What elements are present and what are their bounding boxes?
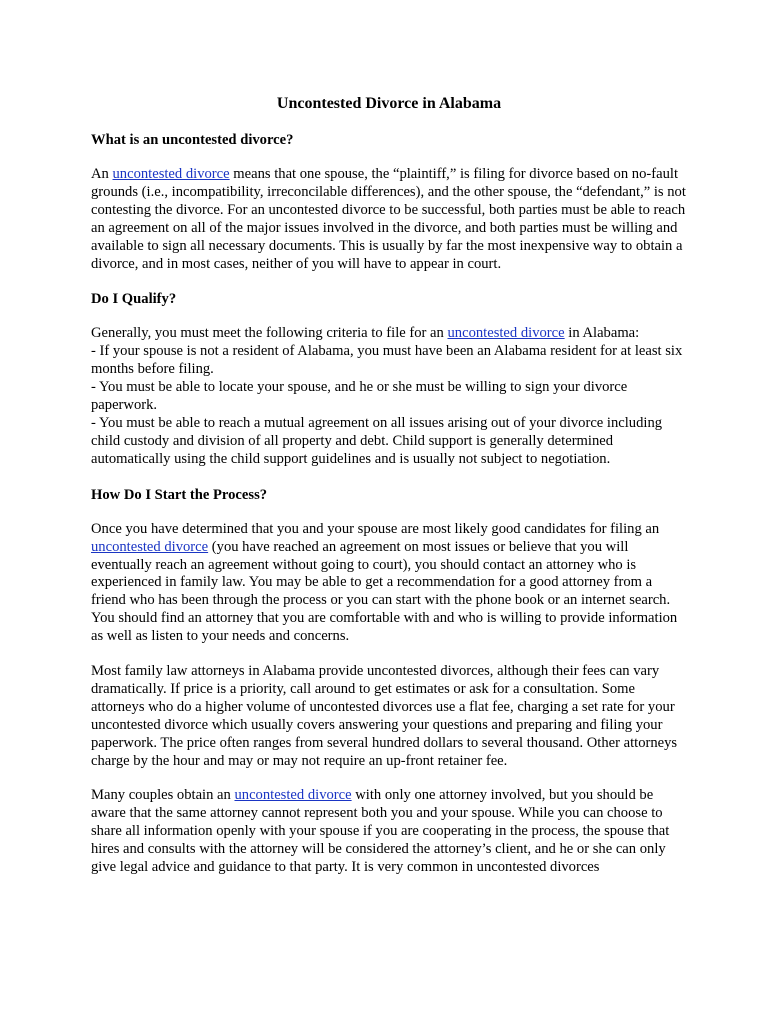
paragraph-text: An [91,166,109,182]
uncontested-divorce-link-1[interactable]: uncontested divorce [112,166,230,182]
uncontested-divorce-link-3[interactable]: uncontested divorce [91,538,209,555]
paragraph-qualify [91,325,687,468]
qualify-item-3: - You must be able to reach a mutual agreement on all issues arising out of your divorce including child custody and division of all property and debt. Child support is generally determined automatically using the child support guidelines and is usually not subject to negotiation. [91,414,663,467]
uncontested-divorce-link-2[interactable]: uncontested divorce [447,325,565,342]
paragraph-text: means that one spouse, the “plaintiff,” is filing for divorce based on no-fault grounds (i.e., incompatibility, irreconcilable differences), and the other spouse, the “defendant,” is not contesting the divorce. For an uncontested divorce to be successful, both parties must be able to reach an agreement on all of the major issues involved in the divorce, and both parties must be willing and available to sign all necessary documents. This is usually by far the most inexpensive way to obtain a divorce, and in most cases, neither of you will have to appear in court. [91,166,686,272]
paragraph-start-3 [91,787,687,877]
paragraph-text: Generally, you must meet the following criteria to file for an [91,325,444,342]
paragraph-text: with only one attorney involved, but you should be aware that the same attorney cannot represent both you and your spouse. While you can choose to share all information openly with your spouse if you are cooperating in the process, the spouse that hires and consults with the attorney will be considered the attorney’s client, and he or she can only give legal advice and guidance to that party. It is very common in uncontested divorces [91,787,670,876]
paragraph-what [91,166,687,273]
paragraph-text: in Alabama: [568,325,640,342]
document-title: Uncontested Divorce in Alabama [276,95,502,112]
qualify-intro [91,325,687,343]
document-page [91,94,687,894]
paragraph-start-2: Most family law attorneys in Alabama provide uncontested divorces, although their fees can vary dramatically. If price is a priority, call around to get estimates or ask for a consultation. Some attorneys who do a higher volume of uncontested divorces use a flat fee, charging a set rate for your uncontested divorce which usually covers answering your questions and preparing and filing your paperwork. The price often ranges from several hundred dollars to several thousand. Other attorneys charge by the hour and may or may not require an up-front retainer fee. [91,663,678,769]
qualify-item-2: - You must be able to locate your spouse, and he or she must be willing to sign your divorce paperwork. [91,379,628,414]
section-heading-what: What is an uncontested divorce? [91,132,294,148]
section-heading-start: How Do I Start the Process? [91,486,268,503]
uncontested-divorce-link-4[interactable]: uncontested divorce [234,787,352,804]
paragraph-start-1 [91,521,687,646]
paragraph-text: Once you have determined that you and your spouse are most likely good candidates for filing an [91,520,660,537]
qualify-item-1: - If your spouse is not a resident of Alabama, you must have been an Alabama resident for at least six months before filing. [91,343,683,378]
paragraph-text: Many couples obtain an [91,787,231,804]
paragraph-text: (you have reached an agreement on most issues or believe that you will eventually reach an agreement without going to court), you should contact an attorney who is experienced in family law. You may be able to get a recommendation for a good attorney from a friend who has been through the process or you can start with the phone book or an internet search. You should find an attorney that you are comfortable with and who is willing to provide information as well as listen to your needs and concerns. [91,538,678,645]
section-heading-qualify: Do I Qualify? [91,291,177,308]
